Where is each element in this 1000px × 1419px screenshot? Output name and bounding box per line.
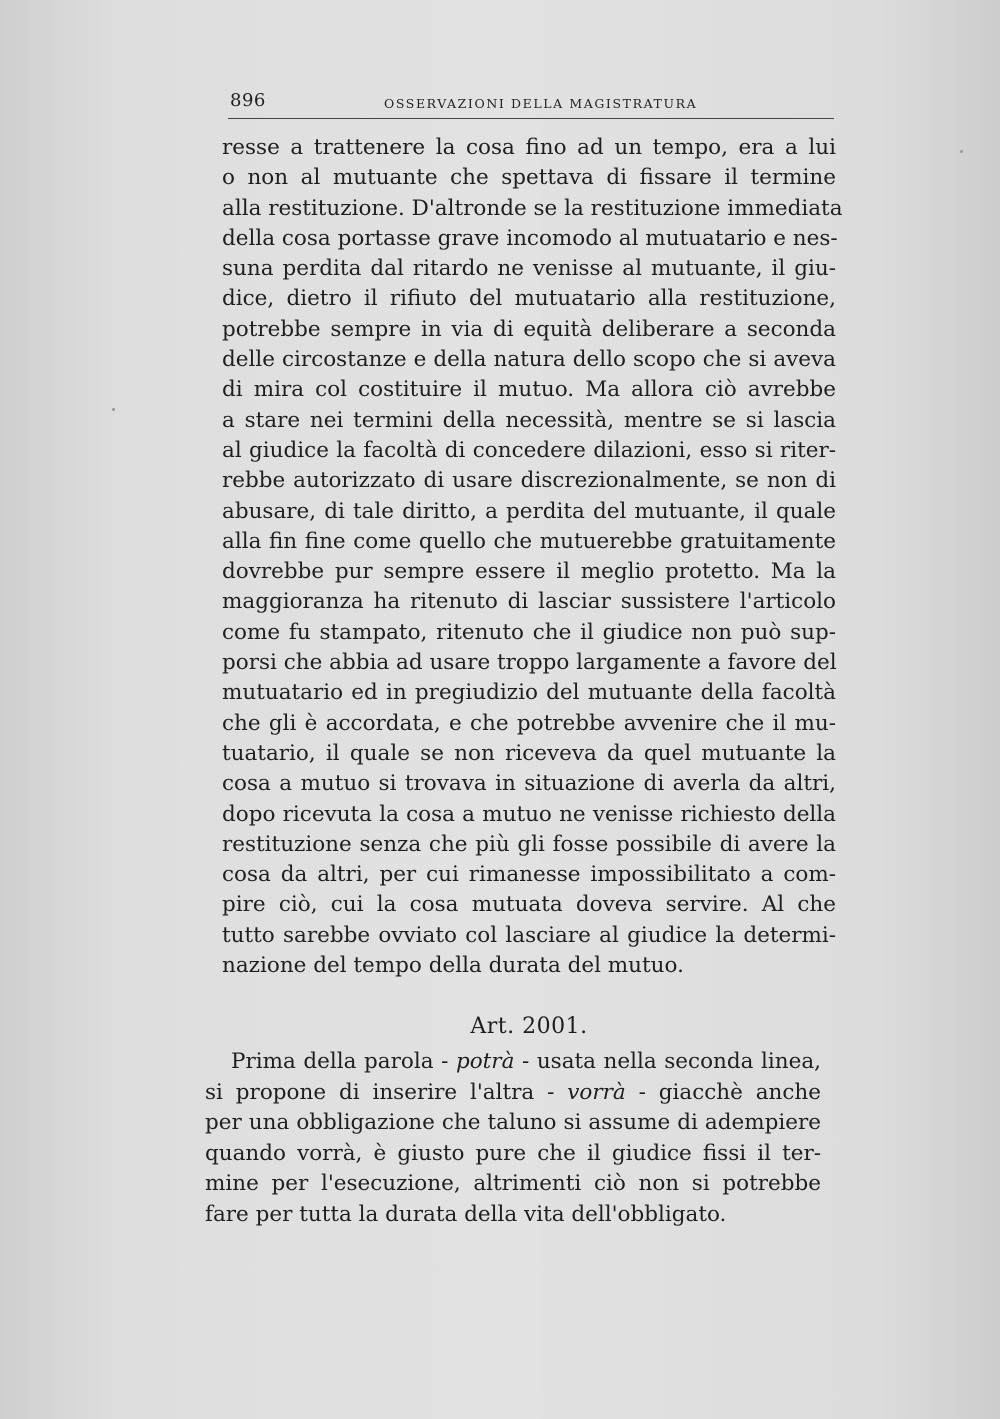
text-line: alla restituzione. D'altronde se la restituzione immediata (222, 195, 843, 221)
text-line: dopo ricevuta la cosa a mutuo ne venisse richiesto della (222, 801, 836, 827)
text-line: quando vorrà, è giusto pure che il giudice fissi il ter- (205, 1140, 821, 1166)
text-line: o non al mutuante che spettava di fissare il termine (222, 165, 836, 191)
text-line: tuatario, il quale se non riceveva da quel mutuante la (222, 740, 836, 766)
text-line (205, 1047, 821, 1078)
text-line: rebbe autorizzato di usare discrezionalmente, se non di (222, 468, 836, 494)
text-line: resse a trattenere la cosa fino ad un tempo, era a lui (222, 135, 836, 160)
body-paragraph (222, 133, 843, 981)
text-line: dovrebbe pur sempre essere il meglio protetto. Ma la (222, 559, 836, 585)
article-paragraph (205, 1047, 821, 1230)
text-line: abusare, di tale diritto, a perdita del mutuante, il quale (222, 498, 836, 524)
text-line: dice, dietro il rifiuto del mutuatario alla restituzione, (222, 286, 836, 312)
text-line: come fu stampato, ritenuto che il giudice non può sup- (222, 619, 836, 645)
text-line: che gli è accordata, e che potrebbe avvenire che il mu- (222, 710, 836, 736)
text-line: alla fin fine come quello che mutuerebbe gratuitamente (222, 528, 836, 554)
text-line (205, 1078, 821, 1109)
text-fragment: si propone di inserire l'altra - (205, 1079, 568, 1105)
running-header (228, 90, 834, 119)
page-number: 896 (230, 90, 266, 111)
text-line: a stare nei termini della necessità, mentre se si lascia (222, 407, 836, 433)
text-fragment: - giacchè anche (625, 1079, 822, 1105)
text-line: per una obbligazione che taluno si assume di adempiere (205, 1110, 821, 1135)
text-line: al giudice la facoltà di concedere dilazioni, esso si riter- (222, 437, 836, 463)
text-line: delle circostanze e della natura dello scopo che si aveva (222, 347, 836, 373)
text-line: fare per tutta la durata della vita dell'obbligato. (205, 1201, 727, 1227)
text-line: cosa a mutuo si trovava in situazione di averla da altri, (222, 771, 836, 797)
text-line: potrebbe sempre in via di equità deliberare a seconda (222, 316, 836, 342)
italic-term: vorrà (567, 1079, 626, 1105)
text-line: maggioranza ha ritenuto di lasciar sussistere l'articolo (222, 589, 836, 615)
text-line: tutto sarebbe ovviato col lasciare al giudice la determi- (222, 922, 836, 948)
text-line: della cosa portasse grave incomodo al mutuatario e nes- (222, 225, 838, 251)
text-line: nazione del tempo della durata del mutuo. (222, 953, 684, 979)
text-fragment: Prima della parola - (231, 1049, 456, 1074)
text-line: pire ciò, cui la cosa mutuata doveva servire. Al che (222, 892, 836, 918)
text-line: porsi che abbia ad usare troppo largamente a favore del (222, 650, 837, 676)
paper-speck (112, 408, 115, 411)
text-fragment: - usata nella seconda linea, (514, 1049, 821, 1074)
article-heading: Art. 2001. (470, 1014, 588, 1039)
text-line: di mira col costituire il mutuo. Ma allora ciò avrebbe (222, 377, 836, 403)
text-line: mine per l'esecuzione, altrimenti ciò non si potrebbe (205, 1171, 821, 1196)
text-line: cosa da altri, per cui rimanesse impossibilitato a com- (222, 862, 836, 888)
text-line: suna perdita dal ritardo ne venisse al mutuante, il giu- (222, 256, 836, 282)
paper-speck (960, 150, 963, 153)
text-line: mutuatario ed in pregiudizio del mutuante della facoltà (222, 680, 836, 706)
italic-term: potrà (455, 1049, 515, 1074)
text-line: restituzione senza che più gli fosse possibile di avere la (222, 831, 836, 857)
header-title: OSSERVAZIONI DELLA MAGISTRATURA (384, 96, 698, 111)
